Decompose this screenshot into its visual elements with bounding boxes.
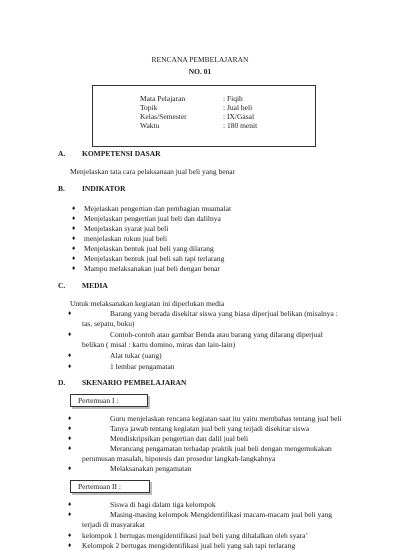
info-label-topic: Topik bbox=[140, 103, 158, 112]
indicator-item: Mampu melaksanakan jual beli dengan benar bbox=[84, 264, 220, 273]
media-item: Alat tukar (uang) bbox=[110, 351, 162, 360]
meeting-2-label: Pertemuan II : bbox=[78, 482, 121, 491]
scenario-item: Siswa di bagi dalam tiga kelompok bbox=[110, 500, 216, 509]
info-value-class: : IX/Gasal bbox=[223, 112, 255, 121]
section-a-letter: A. bbox=[58, 149, 66, 158]
scenario-item: Tanya jawab tentang kegiatan jual beli yang terjadi disekitar siswa bbox=[110, 424, 310, 433]
scenario-item-continued: perumusan masalah, hipotesis dan prosedur langkah-langkahnya bbox=[82, 454, 276, 463]
media-item: Barang yang berada disekitar siswa yang biasa diperjual belikan (misalnya : bbox=[110, 309, 338, 318]
info-value-subject: : Fiqih bbox=[223, 94, 243, 103]
bullet-diamond-icon: ♦ bbox=[68, 363, 72, 370]
media-item-continued: tas, sepatu, buku) bbox=[82, 319, 135, 328]
section-b-letter: B. bbox=[58, 184, 65, 193]
bullet-diamond-icon: ♦ bbox=[68, 532, 72, 539]
bullet-diamond-icon: ♦ bbox=[72, 265, 76, 272]
section-d-letter: D. bbox=[58, 378, 66, 387]
section-d-title: SKENARIO PEMBELAJARAN bbox=[82, 378, 187, 387]
meeting-1-label-box bbox=[70, 394, 148, 407]
bullet-diamond-icon: ♦ bbox=[68, 331, 72, 338]
bullet-diamond-icon: ♦ bbox=[72, 235, 76, 242]
media-item: Contoh-contoh atau gambar Benda atau barang yang dilarang diperjual bbox=[110, 330, 323, 339]
bullet-diamond-icon: ♦ bbox=[72, 205, 76, 212]
bullet-diamond-icon: ♦ bbox=[72, 245, 76, 252]
info-value-topic: : Jual beli bbox=[223, 103, 253, 112]
media-item: 1 lembar pengamatan bbox=[110, 362, 175, 371]
indicator-item: Menjelaskan pengertian jual beli dan dalilnya bbox=[84, 214, 221, 223]
section-a-text: Menjelaskan tata cara pelaksanaan jual beli yang benar bbox=[70, 167, 236, 176]
indicator-item: Menjelaskan syarat jual beli bbox=[84, 224, 169, 233]
bullet-diamond-icon: ♦ bbox=[68, 501, 72, 508]
meeting-1-label: Pertemuan I : bbox=[78, 396, 119, 405]
document-number: NO. 01 bbox=[188, 67, 212, 76]
bullet-diamond-icon: ♦ bbox=[68, 445, 72, 452]
bullet-diamond-icon: ♦ bbox=[68, 465, 72, 472]
bullet-diamond-icon: ♦ bbox=[72, 255, 76, 262]
scenario-item: Guru menjelaskan rencana kegiatan saat itu yaitu membahas tentang jual beli bbox=[110, 414, 342, 423]
bullet-diamond-icon: ♦ bbox=[68, 511, 72, 518]
scenario-item: Mendiskripsikan pengertian dan dalil jual beli bbox=[110, 434, 249, 443]
info-label-subject: Mata Pelajaran bbox=[140, 94, 186, 103]
bullet-diamond-icon: ♦ bbox=[72, 215, 76, 222]
bullet-diamond-icon: ♦ bbox=[68, 542, 72, 549]
scenario-item: kelompok 1 bertugas mengidentifikasi jual beli yang dihalalkan oleh syara’ bbox=[82, 531, 308, 540]
scenario-item: Merancang pengamatan terhadap praktik jual beli dengan mengemukakan bbox=[110, 444, 332, 453]
indicator-item: Menjelaskan bentuk jual beli sah tapi terlarang bbox=[84, 254, 225, 263]
section-c-letter: C. bbox=[58, 281, 66, 290]
section-a-title: KOMPETENSI DASAR bbox=[82, 149, 161, 158]
bullet-diamond-icon: ♦ bbox=[68, 425, 72, 432]
info-label-class: Kelas/Semester bbox=[140, 112, 187, 121]
scenario-item: Melaksanakan pengamatan bbox=[110, 464, 192, 473]
document-title: RENCANA PEMBELAJARAN bbox=[151, 55, 249, 64]
section-c-intro: Untuk melaksanakan kegiatan ini diperlukan media bbox=[70, 299, 225, 308]
info-label-time: Waktu bbox=[140, 121, 160, 130]
media-item-continued: belikan ( misal : kartu domino, miras dan lain-lain) bbox=[82, 340, 236, 349]
scenario-item: Masing-masing kelompok Mengidentifikasi macam-macam jual beli yang bbox=[110, 510, 333, 519]
bullet-diamond-icon: ♦ bbox=[68, 310, 72, 317]
section-c-title: MEDIA bbox=[82, 281, 108, 290]
meeting-2-label-box bbox=[70, 480, 150, 493]
info-box bbox=[92, 85, 316, 147]
bullet-diamond-icon: ♦ bbox=[68, 435, 72, 442]
section-b-title: INDIKATOR bbox=[82, 184, 126, 193]
indicator-item: menjelaskan rukun jual beli bbox=[84, 234, 168, 243]
bullet-diamond-icon: ♦ bbox=[72, 225, 76, 232]
indicator-item: Mejelaskan pengertian dan pembagian muamalat bbox=[84, 204, 232, 213]
bullet-diamond-icon: ♦ bbox=[68, 415, 72, 422]
bullet-diamond-icon: ♦ bbox=[68, 352, 72, 359]
indicator-item: Menjelaskan bentuk jual beli yang dilarang bbox=[84, 244, 214, 253]
scenario-item: Kelompok 2 bertugas mengidentifikasi jual beli yang sah tapi terlarang bbox=[82, 541, 296, 550]
scenario-item-continued: terjadi di masyarakat bbox=[82, 520, 145, 529]
info-value-time: : 180 menit bbox=[223, 121, 258, 130]
